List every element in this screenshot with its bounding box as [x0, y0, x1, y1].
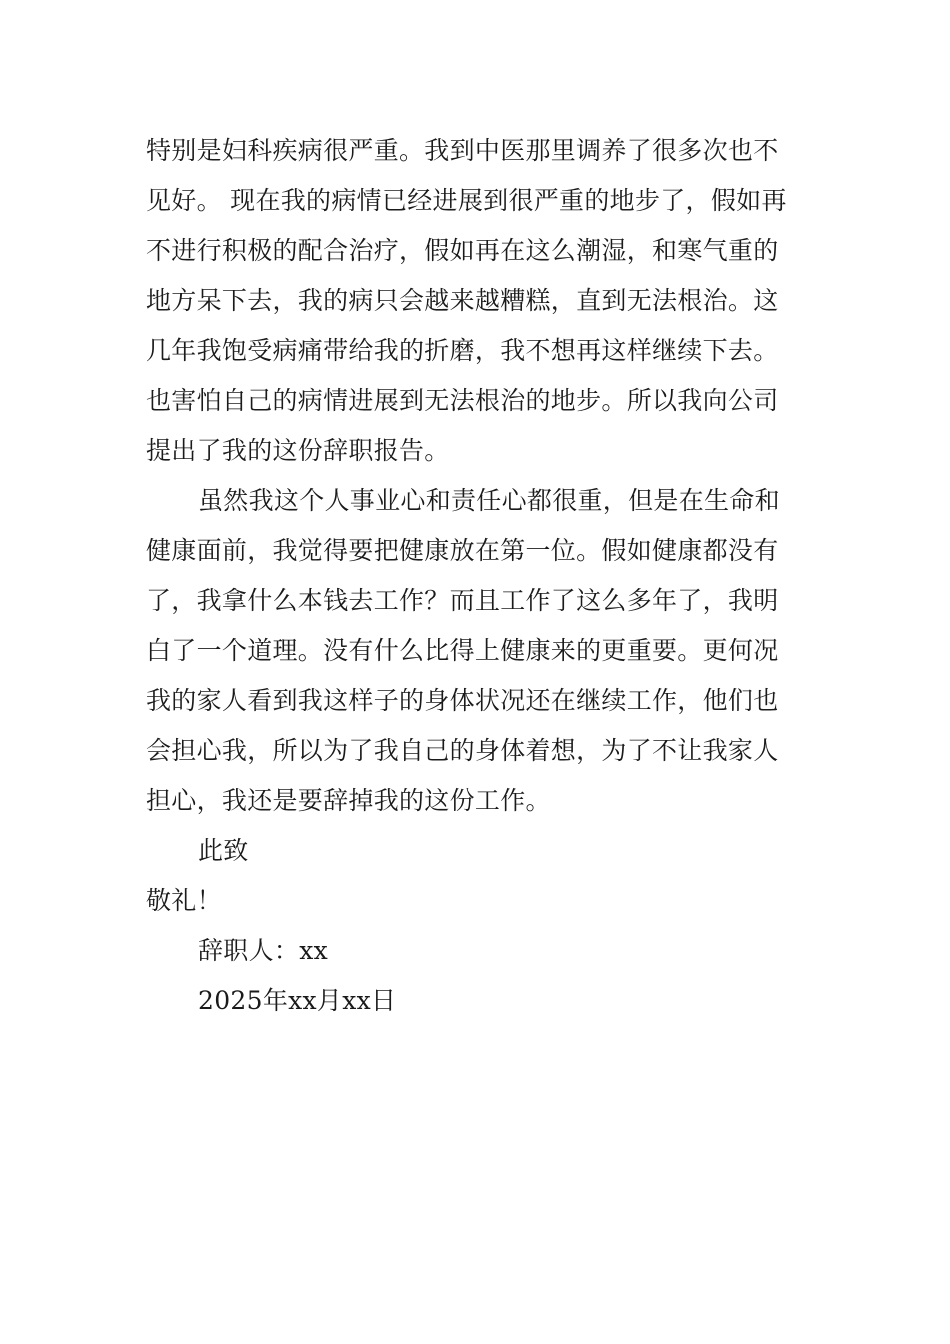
paragraph-line: 健康面前，我觉得要把健康放在第一位。假如健康都没有 [146, 536, 779, 565]
closing-text: 此致 [198, 836, 249, 865]
paragraph-line: 特别是妇科疾病很严重。我到中医那里调养了很多次也不 [146, 136, 779, 165]
paragraph-line: 几年我饱受病痛带给我的折磨，我不想再这样继续下去。 [146, 336, 779, 365]
paragraph-line: 我的家人看到我这样子的身体状况还在继续工作，他们也 [146, 686, 779, 715]
signature-text: 辞职人：xx [198, 936, 328, 965]
salute-text: 敬礼！ [146, 886, 222, 915]
paragraph-line: 白了一个道理。没有什么比得上健康来的更重要。更何况 [146, 636, 779, 665]
paragraph-line: 会担心我，所以为了我自己的身体着想，为了不让我家人 [146, 736, 779, 765]
paragraph-line: 提出了我的这份辞职报告。 [146, 436, 450, 465]
paragraph-line: 了，我拿什么本钱去工作？而且工作了这么多年了，我明 [146, 586, 779, 615]
paragraph-line: 担心，我还是要辞掉我的这份工作。 [146, 786, 551, 815]
paragraph-line: 不进行积极的配合治疗，假如再在这么潮湿，和寒气重的 [146, 236, 779, 265]
paragraph-line: 也害怕自己的病情进展到无法根治的地步。所以我向公司 [146, 386, 779, 415]
date-text: 2025年xx月xx日 [198, 986, 397, 1015]
paragraph-line: 地方呆下去，我的病只会越来越糟糕，直到无法根治。这 [146, 286, 779, 315]
paragraph-line: 见好。 现在我的病情已经进展到很严重的地步了，假如再 [146, 186, 787, 215]
paragraph-line: 虽然我这个人事业心和责任心都很重，但是在生命和 [198, 486, 780, 515]
